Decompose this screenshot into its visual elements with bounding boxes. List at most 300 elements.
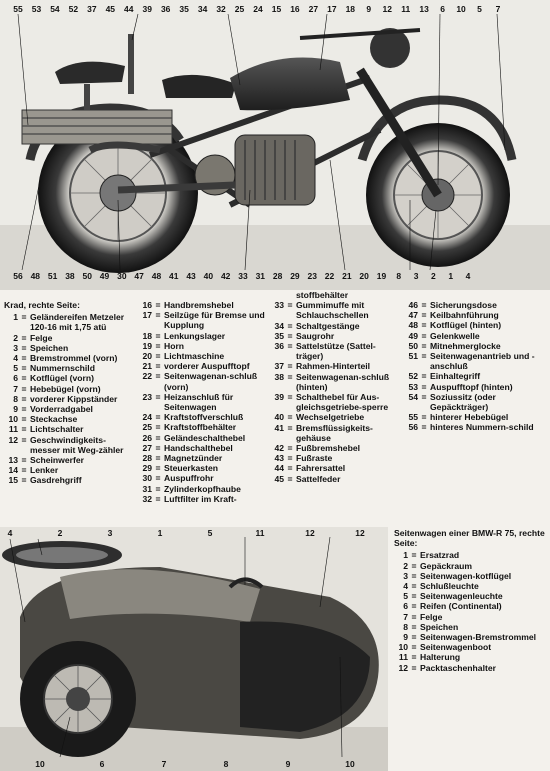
- legend-entry: [138, 392, 268, 412]
- legend-entry-text: Lichtschalter: [30, 424, 84, 435]
- callout-number: 3: [107, 528, 113, 538]
- legend-entry-separator: =: [21, 373, 27, 384]
- legend-entry-number: 25: [142, 422, 152, 433]
- sidecar-illustration: [0, 527, 388, 771]
- legend-entry-text: Hebebügel (vorn): [30, 383, 101, 394]
- legend-entry: [404, 300, 546, 310]
- callout-number: 27: [308, 4, 319, 14]
- legend-entry: [4, 414, 136, 424]
- legend-entry-text: Rahmen-Hinterteil: [296, 361, 371, 372]
- legend-entry-number: 7: [403, 611, 408, 622]
- legend-entry-text: Speichen: [30, 342, 69, 353]
- legend-entry-number: 26: [142, 432, 152, 443]
- legend-entry-text: vorderer Auspufftopf: [164, 361, 250, 372]
- legend-entry: [394, 571, 548, 581]
- legend-entry-text: Magnetzünder: [164, 453, 223, 464]
- legend-entry-separator: =: [411, 621, 417, 632]
- legend-entry-text: Auspuffrohr: [164, 473, 214, 484]
- legend-entry: [270, 453, 402, 463]
- motorcycle-legend-column-4: [404, 300, 546, 433]
- callout-number: 1: [448, 271, 454, 281]
- motorcycle-legend-column-1: [4, 300, 136, 486]
- legend-entry-separator: =: [421, 391, 427, 402]
- callout-number: 39: [142, 4, 152, 14]
- legend-entry-separator: =: [155, 300, 161, 310]
- legend-entry: [394, 663, 548, 673]
- legend-entry-separator: =: [155, 493, 161, 504]
- legend-entry-text: Scheinwerfer: [30, 455, 84, 466]
- legend-entry: [138, 484, 268, 494]
- legend-entry: [404, 341, 546, 351]
- legend-entry-text: Seitenwagenan-schluß (hinten): [296, 371, 390, 392]
- motorcycle-photo: [0, 0, 550, 290]
- legend-entry-separator: =: [155, 412, 161, 423]
- legend-entry-number: 1: [13, 312, 18, 323]
- legend-entry-separator: =: [21, 393, 27, 404]
- legend-entry-number: 13: [8, 455, 18, 466]
- legend-entry-separator: =: [21, 414, 27, 425]
- legend-entry-text: hinterer Hebebügel: [430, 412, 509, 423]
- legend-entry-number: 4: [13, 353, 18, 364]
- legend-entry: [4, 363, 136, 373]
- legend-entry: [270, 423, 402, 443]
- legend-entry: [138, 371, 268, 391]
- legend-entry-text: Mitnehmerglocke: [430, 340, 501, 351]
- legend-entry: [404, 320, 546, 330]
- legend-entry-separator: =: [411, 601, 417, 612]
- legend-entry-text: Kotflügel (vorn): [30, 373, 94, 384]
- legend-entry-separator: =: [411, 662, 417, 673]
- legend-entry-number: 9: [13, 404, 18, 415]
- legend-entry: [4, 373, 136, 383]
- legend-entry-number: 41: [274, 422, 284, 433]
- legend-entry-number: 40: [274, 412, 284, 423]
- legend-entry-text: Steuerkasten: [164, 463, 218, 474]
- callout-number: 44: [124, 4, 134, 14]
- legend-entry-number: 3: [403, 570, 408, 581]
- callout-number: 8: [396, 271, 402, 281]
- callout-number: 22: [324, 271, 335, 281]
- legend-entry-text: Seitenwagenan-schluß (vorn): [164, 371, 258, 392]
- callout-number: 8: [223, 759, 229, 769]
- legend-entry-number: 56: [408, 422, 418, 433]
- callout-number: 19: [376, 271, 387, 281]
- legend-entry: [270, 331, 402, 341]
- legend-entry-separator: =: [421, 422, 427, 433]
- legend-entry-number: 43: [274, 453, 284, 464]
- legend-entry-number: 7: [13, 383, 18, 394]
- legend-entry-number: 42: [274, 443, 284, 454]
- legend-entry-text: Gasdrehgriff: [30, 475, 82, 486]
- legend-entry-text: Auspufftopf (hinten): [430, 381, 513, 392]
- legend-entry: [138, 453, 268, 463]
- callout-number: 18: [345, 4, 356, 14]
- sidecar-legend-heading: Seitenwagen einer BMW-R 75, rechte Seite:: [394, 528, 545, 549]
- legend-entry: [404, 310, 546, 320]
- legend-entry-number: 22: [142, 371, 152, 382]
- legend-entry-number: 15: [8, 475, 18, 486]
- legend-entry-text: Zylinderkopfhaube: [164, 483, 241, 494]
- legend-entry: [404, 412, 546, 422]
- callout-number: 29: [290, 271, 300, 281]
- legend-entry-separator: =: [21, 332, 27, 343]
- legend-entry-text: Kraftstoffverschluß: [164, 412, 244, 423]
- legend-entry-separator: =: [287, 473, 293, 484]
- legend-entry-text: Wechselgetriebe: [296, 412, 365, 423]
- legend-entry-text: Sattelstütze (Sattel-träger): [296, 341, 376, 362]
- legend-entry: [4, 455, 136, 465]
- legend-entry: [4, 312, 136, 332]
- legend-entry-text: Gelenkwelle: [430, 330, 480, 341]
- legend-entry-text: Seitenwagenboot: [420, 642, 492, 653]
- legend-entry-number: 47: [408, 310, 418, 321]
- legend-entry: [138, 443, 268, 453]
- callout-number: 50: [82, 271, 92, 281]
- legend-entry-number: 38: [274, 371, 284, 382]
- legend-entry-number: 5: [13, 363, 18, 374]
- legend-entry-number: 20: [142, 351, 152, 362]
- legend-entry-separator: =: [421, 340, 427, 351]
- legend-entry-separator: =: [421, 351, 427, 362]
- callout-number: 10: [35, 759, 45, 769]
- legend-entry: [394, 622, 548, 632]
- legend-entry-number: 18: [142, 330, 152, 341]
- legend-entry: [138, 412, 268, 422]
- legend-entry-text: Gummimuffe mit Schlauchschellen: [296, 300, 369, 321]
- callout-number: 15: [271, 4, 282, 14]
- callout-number: 36: [160, 4, 171, 14]
- legend-entry-number: 54: [408, 391, 418, 402]
- motorcycle-illustration: [0, 0, 550, 290]
- legend-entry: [394, 601, 548, 611]
- legend-entry-separator: =: [411, 611, 417, 622]
- legend-entry-separator: =: [411, 652, 417, 663]
- legend-entry: [270, 474, 402, 484]
- legend-entry-text: Reifen (Continental): [420, 601, 502, 612]
- legend-entry-separator: =: [411, 632, 417, 643]
- legend-entry-number: 50: [408, 340, 418, 351]
- legend-entry-separator: =: [411, 570, 417, 581]
- callout-number: 4: [465, 271, 471, 281]
- legend-entry-text: Seitenwagen-kotflügel: [420, 570, 512, 581]
- legend-entry-separator: =: [21, 383, 27, 394]
- callout-number: 51: [47, 271, 58, 281]
- legend-entry-number: 49: [408, 330, 418, 341]
- legend-entry: [138, 341, 268, 351]
- legend-entry-number: 10: [8, 414, 18, 425]
- legend-entry-text: Sattelfeder: [296, 473, 341, 484]
- callout-number: 2: [57, 528, 63, 538]
- legend-entry-text: Packtaschenhalter: [420, 662, 496, 673]
- legend-entry-number: 6: [13, 373, 18, 384]
- legend-entry-text: Lichtmaschine: [164, 351, 225, 362]
- legend-entry-separator: =: [287, 422, 293, 433]
- legend-entry-number: 31: [142, 483, 152, 494]
- legend-entry-separator: =: [155, 473, 161, 484]
- legend-entry-number: 30: [142, 473, 152, 484]
- legend-entry-separator: =: [21, 404, 27, 415]
- legend-entry: [270, 372, 402, 392]
- legend-entry-separator: =: [21, 475, 27, 486]
- legend-entry-number: 10: [398, 642, 408, 653]
- legend-entry-number: 1: [403, 550, 408, 561]
- legend-entry-number: 46: [408, 300, 418, 310]
- legend-entry-separator: =: [287, 463, 293, 474]
- legend-entry: [4, 384, 136, 394]
- callout-number: 42: [220, 271, 231, 281]
- legend-entry-separator: =: [21, 424, 27, 435]
- legend-entry-separator: =: [155, 330, 161, 341]
- callout-number: 35: [179, 4, 189, 14]
- legend-entry-separator: =: [421, 300, 427, 310]
- legend-entry: [394, 591, 548, 601]
- callout-number: 41: [169, 271, 179, 281]
- legend-entry-number: 19: [142, 340, 152, 351]
- legend-entry: [138, 331, 268, 341]
- legend-entry: [404, 422, 546, 432]
- callout-number: 47: [134, 271, 144, 281]
- legend-entry-separator: =: [155, 361, 161, 372]
- callout-number: 11: [255, 528, 265, 538]
- legend-entry-text: Handbremshebel: [164, 300, 234, 310]
- legend-entry-text: Vorderradgabel: [30, 404, 93, 415]
- legend-entry-text: Horn: [164, 340, 185, 351]
- legend-entry: [138, 494, 268, 504]
- legend-entry-text: Felge: [30, 332, 53, 343]
- legend-entry-text: Seilzüge für Bremse und Kupplung: [164, 310, 265, 331]
- legend-entry-number: 34: [274, 320, 284, 331]
- legend-entry-text: Bremsflüssigkeits-gehäuse: [296, 422, 373, 443]
- legend-entry-number: 6: [403, 601, 408, 612]
- callout-number: 16: [290, 4, 300, 14]
- callout-number: 48: [151, 271, 162, 281]
- legend-entry-number: 12: [398, 662, 408, 673]
- legend-entry-number: 24: [142, 412, 152, 423]
- legend-entry-separator: =: [421, 381, 427, 392]
- callout-number: 55: [13, 4, 23, 14]
- legend-entry-number: 16: [142, 300, 152, 310]
- legend-entry: [394, 652, 548, 662]
- callout-number: 48: [30, 271, 41, 281]
- legend-entry-text: Keilbahnführung: [430, 310, 499, 321]
- legend-entry-text: Steckachse: [30, 414, 78, 425]
- legend-entry-number: 36: [274, 341, 284, 352]
- legend-entry: [4, 404, 136, 414]
- legend-entry-text: Luftfilter im Kraft-: [164, 493, 237, 504]
- legend-entry: [138, 422, 268, 432]
- legend-entry: [270, 341, 402, 361]
- legend-entry-separator: =: [287, 412, 293, 423]
- callout-number: 32: [216, 4, 226, 14]
- legend-entry-text: Geländereifen Metzeler 120-16 mit 1,75 atü: [30, 312, 125, 333]
- legend-entry-separator: =: [155, 391, 161, 402]
- callout-number: 6: [440, 4, 445, 14]
- legend-entry: [270, 392, 402, 412]
- legend-entry-separator: =: [155, 432, 161, 443]
- legend-entry: [404, 382, 546, 392]
- legend-entry-number: 44: [274, 463, 284, 474]
- legend-entry: [4, 435, 136, 455]
- legend-entry-text: Seitenwagenleuchte: [420, 591, 503, 602]
- legend-entry-number: 8: [403, 621, 408, 632]
- legend-entry-text: Halterung: [420, 652, 461, 663]
- legend-entry: [138, 351, 268, 361]
- legend-entry-number: 35: [274, 330, 284, 341]
- legend-entry-separator: =: [421, 412, 427, 423]
- legend-entry-text: Einhaltegriff: [430, 371, 481, 382]
- callout-number: 38: [65, 271, 75, 281]
- legend-entry-separator: =: [155, 422, 161, 433]
- legend-entry-number: 8: [13, 393, 18, 404]
- legend-entry-text: Heizanschluß für Seitenwagen: [164, 391, 234, 413]
- legend-entry-separator: =: [287, 300, 293, 311]
- legend-entry: [4, 333, 136, 343]
- legend-entry: [270, 361, 402, 371]
- legend-entry: [394, 632, 548, 642]
- callout-number: 7: [161, 759, 167, 769]
- motorcycle-legend-heading: Krad, rechte Seite:: [4, 300, 80, 310]
- callout-number: 33: [238, 271, 248, 281]
- legend-entry-text: hinteres Nummern-schild: [430, 422, 534, 433]
- legend-entry-separator: =: [155, 483, 161, 494]
- legend-entry-text: Kotflügel (hinten): [430, 320, 502, 331]
- legend-entry: [404, 371, 546, 381]
- legend-entry-separator: =: [287, 320, 293, 331]
- callout-number: 52: [68, 4, 79, 14]
- legend-entry-text: Schlußleuchte: [420, 581, 479, 592]
- legend-entry-number: 32: [142, 493, 152, 504]
- legend-entry-number: 2: [13, 332, 18, 343]
- legend-entry-text: Seitenwagen-Bremstrommel: [420, 632, 537, 643]
- legend-continuation: stoffbehälter: [296, 290, 349, 300]
- legend-entry-number: 37: [274, 361, 284, 372]
- legend-entry-separator: =: [411, 591, 417, 602]
- legend-entry: [404, 351, 546, 371]
- legend-entry-separator: =: [421, 330, 427, 341]
- callout-number: 31: [255, 271, 266, 281]
- legend-entry-separator: =: [411, 560, 417, 571]
- callout-number: 2: [431, 271, 436, 281]
- legend-entry: [138, 473, 268, 483]
- legend-entry-text: Geschwindigkeits-messer mit Weg-zähler: [30, 434, 124, 455]
- callout-number: 28: [272, 271, 283, 281]
- legend-entry-number: 17: [142, 310, 152, 321]
- legend-entry: [270, 463, 402, 473]
- legend-entry-separator: =: [287, 443, 293, 454]
- legend-entry-separator: =: [287, 392, 293, 403]
- legend-entry: [4, 465, 136, 475]
- legend-entry-text: vorderer Kippständer: [30, 393, 118, 404]
- callout-number: 21: [342, 271, 352, 281]
- legend-entry-number: 55: [408, 412, 418, 423]
- sidecar-photo: [0, 527, 388, 771]
- callout-number: 10: [456, 4, 466, 14]
- callout-number: 11: [401, 4, 411, 14]
- callout-number: 23: [307, 271, 317, 281]
- callout-number: 13: [419, 4, 429, 14]
- callout-number: 54: [50, 4, 60, 14]
- legend-entry-number: 45: [274, 473, 284, 484]
- legend-entry-number: 33: [274, 300, 284, 311]
- legend-entry: [404, 392, 546, 412]
- callout-number: 37: [87, 4, 97, 14]
- legend-entry-number: 4: [403, 581, 408, 592]
- legend-entry: [138, 310, 268, 330]
- legend-entry: [138, 300, 268, 310]
- legend-entry-text: Sicherungsdose: [430, 300, 497, 310]
- callout-number: 12: [355, 528, 365, 538]
- legend-entry: [4, 424, 136, 434]
- sidecar-legend: [394, 528, 548, 673]
- legend-entry-number: 9: [403, 632, 408, 643]
- callout-number: 25: [234, 4, 245, 14]
- legend-entry-text: Schaltgestänge: [296, 320, 360, 331]
- callout-number: 5: [207, 528, 213, 538]
- legend-entry-separator: =: [287, 453, 293, 464]
- legend-entry-separator: =: [155, 340, 161, 351]
- legend-entry-number: 52: [408, 371, 418, 382]
- legend-entry: [404, 331, 546, 341]
- legend-entry-separator: =: [155, 351, 161, 362]
- legend-entry: [270, 321, 402, 331]
- callout-number: 24: [253, 4, 263, 14]
- legend-entry-separator: =: [287, 361, 293, 372]
- legend-entry: [138, 361, 268, 371]
- callout-number: 7: [495, 4, 501, 14]
- legend-entry-separator: =: [21, 353, 27, 364]
- legend-entry-number: 28: [142, 453, 152, 464]
- legend-entry-text: Saugrohr: [296, 330, 335, 341]
- legend-entry-number: 3: [13, 342, 18, 353]
- callout-number: 49: [99, 271, 110, 281]
- legend-entry-separator: =: [421, 371, 427, 382]
- legend-entry-separator: =: [21, 312, 27, 323]
- legend-entry-separator: =: [155, 371, 161, 382]
- legend-entry-number: 27: [142, 442, 152, 453]
- callout-number: 45: [105, 4, 116, 14]
- callout-number: 12: [382, 4, 392, 14]
- legend-entry-text: Seitenwagenantrieb und -anschluß: [430, 351, 535, 372]
- callout-number: 56: [13, 271, 23, 281]
- legend-entry-text: Fahrersattel: [296, 463, 346, 474]
- legend-entry-text: Felge: [420, 611, 443, 622]
- legend-entry: [138, 463, 268, 473]
- legend-entry-text: Fußbremshebel: [296, 443, 360, 454]
- legend-entry-number: 29: [142, 463, 152, 474]
- legend-entry: [138, 433, 268, 443]
- legend-entry-text: Kraftstoffbehälter: [164, 422, 237, 433]
- legend-entry-separator: =: [421, 310, 427, 321]
- legend-entry-separator: =: [21, 465, 27, 476]
- legend-entry-number: 2: [403, 560, 408, 571]
- legend-entry-separator: =: [411, 550, 417, 561]
- legend-entry: [394, 642, 548, 652]
- callout-number: 34: [197, 4, 208, 14]
- legend-entry-separator: =: [287, 330, 293, 341]
- legend-entry-number: 14: [8, 465, 18, 476]
- legend-entry-text: Lenkungslager: [164, 330, 226, 341]
- callout-number: 1: [157, 528, 163, 538]
- legend-entry: [394, 550, 548, 560]
- callout-number: 9: [366, 4, 372, 14]
- callout-number: 20: [359, 271, 369, 281]
- legend-entry-number: 5: [403, 591, 408, 602]
- legend-entry-text: Schalthebel für Aus-gleichsgetriebe-sperre: [296, 392, 389, 413]
- legend-entry-number: 23: [142, 391, 152, 402]
- motorcycle-legend-column-2: [138, 300, 268, 504]
- motorcycle-legend-column-3: [270, 290, 402, 484]
- legend-entry-number: 39: [274, 392, 284, 403]
